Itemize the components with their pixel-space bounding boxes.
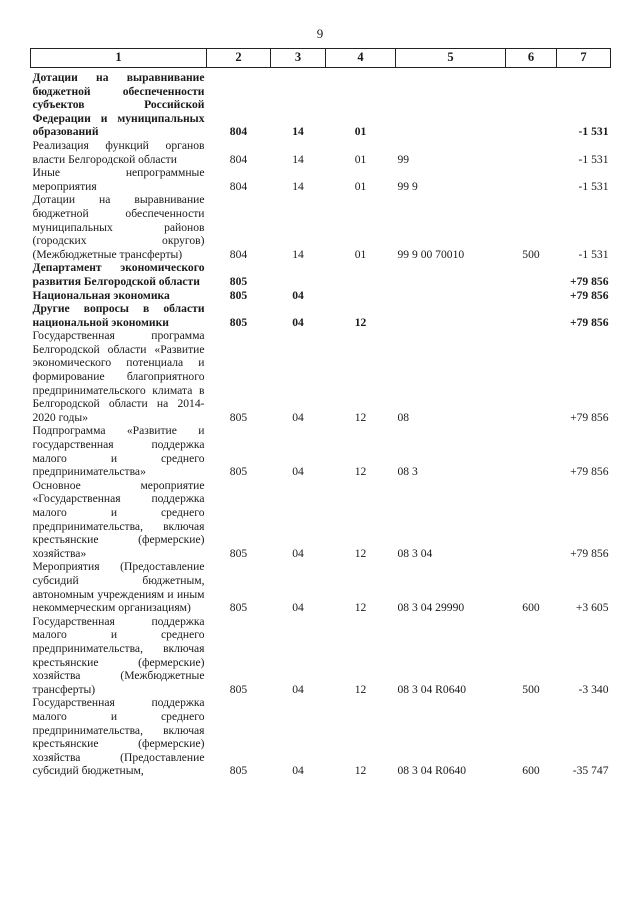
row-section-code: 14 (292, 179, 304, 193)
column-header-4: 4 (326, 49, 396, 68)
column-header-2: 2 (207, 49, 271, 68)
row-name: Основное мероприятие «Государственная поддержка малого и среднего предпринимательства, включая крестьянские (фермерские) хозяйства» (32, 478, 205, 560)
row-name: Национальная экономика (32, 288, 170, 302)
row-name: Дотации на выравнивание бюджетной обеспеченности муниципальных районов (городских округов) (Межбюджетные трансферты) (32, 193, 205, 261)
row-subsection-code: 01 (354, 179, 367, 193)
row-ministry-code: 805 (229, 465, 248, 479)
row-section-code: 14 (292, 152, 304, 166)
row-amount: +79 856 (570, 288, 609, 302)
row-amount: -3 340 (578, 682, 609, 696)
row-subsection-code: 12 (354, 546, 367, 560)
row-expense-type (506, 424, 557, 478)
column-header-5: 5 (396, 49, 506, 68)
row-ministry-code: 804 (229, 179, 248, 193)
row-amount: -1 531 (578, 152, 609, 166)
row-subsection-code (326, 289, 396, 303)
row-expense-type: 600 (522, 601, 540, 615)
row-ministry-code: 805 (229, 288, 248, 302)
row-expense-type (506, 139, 557, 166)
row-expense-type (506, 261, 557, 288)
row-expense-type (506, 68, 557, 139)
row-subsection-code: 12 (354, 682, 367, 696)
row-subsection-code: 01 (354, 125, 367, 139)
table-row (31, 193, 611, 261)
column-header-3: 3 (271, 49, 326, 68)
row-amount: -1 531 (578, 179, 609, 193)
row-section-code (271, 261, 326, 288)
column-header-1: 1 (31, 49, 207, 68)
row-target-article (396, 261, 506, 288)
row-name: Другие вопросы в области национальной экономики (32, 302, 205, 329)
row-section-code: 04 (292, 410, 304, 424)
table-row (31, 479, 611, 561)
row-amount: +79 856 (570, 465, 609, 479)
row-name: Мероприятия (Предоставление субсидий бюджетным, автономным учреждениям и иным некоммерческим организациям) (32, 560, 205, 615)
table-row (31, 289, 611, 303)
row-section-code: 04 (292, 764, 304, 778)
row-section-code: 04 (292, 601, 304, 615)
row-subsection-code: 12 (354, 601, 367, 615)
row-section-code: 04 (292, 682, 304, 696)
row-target-article: 08 3 04 29990 (397, 601, 465, 615)
row-target-article: 08 (397, 410, 410, 424)
row-section-code: 04 (292, 465, 304, 479)
row-expense-type (506, 479, 557, 561)
budget-table (30, 48, 611, 778)
table-row (31, 560, 611, 614)
table-header-row (31, 49, 611, 68)
row-amount: +3 605 (575, 601, 609, 615)
column-header-7: 7 (557, 49, 611, 68)
row-target-article: 08 3 04 (397, 546, 433, 560)
row-name: Департамент экономического развития Белгородской области (32, 261, 205, 288)
row-target-article: 08 3 04 R0640 (397, 764, 467, 778)
table-row (31, 696, 611, 778)
table-row (31, 166, 611, 193)
row-ministry-code: 804 (229, 247, 248, 261)
row-subsection-code: 12 (354, 410, 367, 424)
row-amount: -1 531 (578, 125, 609, 139)
table-row (31, 139, 611, 166)
row-subsection-code: 01 (354, 152, 367, 166)
row-ministry-code: 805 (229, 764, 248, 778)
row-section-code: 14 (292, 247, 304, 261)
row-name: Государственная поддержка малого и среднего предпринимательства, включая крестьянские (фермерские) хозяйства (Межбюджетные трансферты) (32, 614, 205, 696)
row-expense-type (506, 166, 557, 193)
row-ministry-code: 805 (229, 682, 248, 696)
column-header-6: 6 (506, 49, 557, 68)
row-subsection-code: 01 (354, 247, 367, 261)
row-expense-type (506, 289, 557, 303)
table-row (31, 329, 611, 424)
row-subsection-code: 12 (354, 465, 367, 479)
page-number: 9 (316, 26, 324, 41)
row-target-article: 08 3 (397, 465, 418, 479)
row-expense-type (506, 302, 557, 329)
row-name: Государственная программа Белгородской области «Развитие экономического потенциала и формирование благоприятного предпринимательского климата в Белгородской области на 2014-2020 годы» (32, 329, 205, 424)
row-amount: -1 531 (578, 247, 609, 261)
row-amount: -35 747 (572, 764, 609, 778)
row-name: Подпрограмма «Развитие и государственная поддержка малого и среднего предпринимательства» (32, 424, 205, 479)
row-ministry-code: 805 (229, 410, 248, 424)
row-name: Государственная поддержка малого и среднего предпринимательства, включая крестьянские (фермерские) хозяйства (Предоставление субсидий бюджетным, (32, 696, 205, 778)
row-target-article (396, 302, 506, 329)
row-amount: +79 856 (570, 410, 609, 424)
row-ministry-code: 804 (229, 125, 248, 139)
row-ministry-code: 805 (229, 546, 248, 560)
row-section-code: 14 (292, 125, 304, 139)
row-expense-type: 500 (522, 247, 540, 261)
row-ministry-code: 804 (229, 152, 248, 166)
row-ministry-code: 805 (229, 274, 248, 288)
row-section-code: 04 (292, 288, 304, 302)
row-name: Дотации на выравнивание бюджетной обеспеченности субъектов Российской Федерации и муниципальных образований (32, 71, 205, 139)
row-amount: +79 856 (570, 315, 609, 329)
row-subsection-code (326, 261, 396, 288)
row-name: Иные непрограммные мероприятия (32, 166, 205, 193)
row-target-article: 99 9 (397, 179, 418, 193)
table-row (31, 424, 611, 478)
budget-table-body (31, 68, 611, 778)
row-target-article (396, 68, 506, 139)
table-row (31, 261, 611, 288)
row-ministry-code: 805 (229, 315, 248, 329)
row-ministry-code: 805 (229, 601, 248, 615)
row-expense-type: 500 (522, 682, 540, 696)
row-amount: +79 856 (570, 274, 609, 288)
table-row (31, 68, 611, 139)
row-subsection-code: 12 (354, 764, 367, 778)
row-name: Реализация функций органов власти Белгородской области (32, 138, 205, 166)
row-target-article: 08 3 04 R0640 (397, 682, 467, 696)
row-expense-type: 600 (522, 764, 540, 778)
row-amount: +79 856 (570, 546, 609, 560)
row-target-article: 99 9 00 70010 (397, 247, 465, 261)
table-row (31, 302, 611, 329)
row-subsection-code: 12 (354, 315, 367, 329)
table-row (31, 615, 611, 697)
row-target-article (396, 289, 506, 303)
row-section-code: 04 (292, 315, 304, 329)
row-section-code: 04 (292, 546, 304, 560)
row-expense-type (506, 329, 557, 424)
row-target-article: 99 (397, 152, 410, 166)
